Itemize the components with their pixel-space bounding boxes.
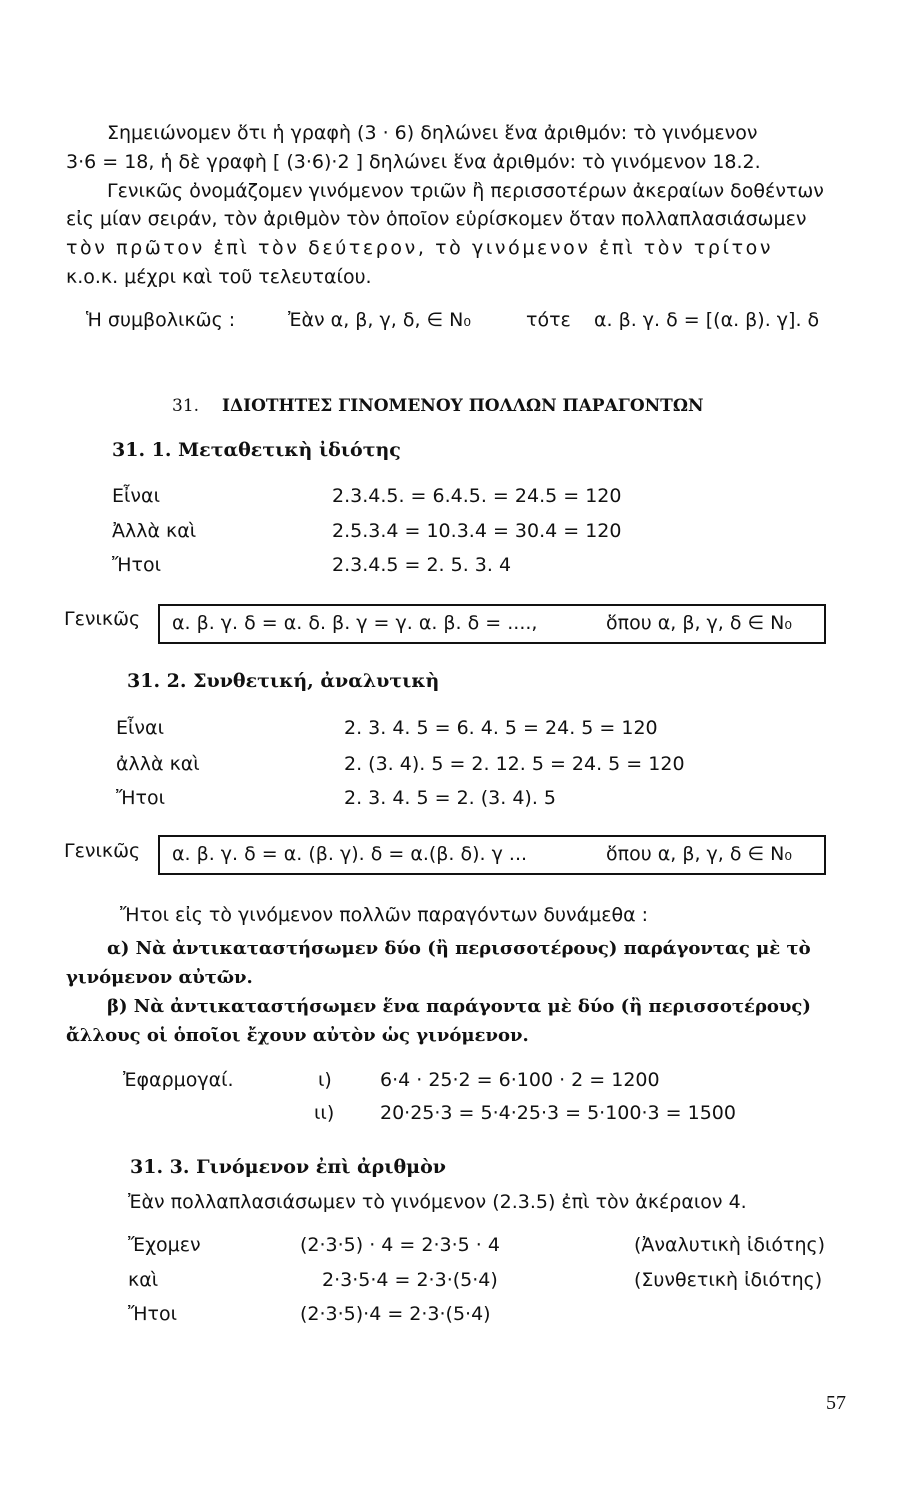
general-label: Γενικῶς [64, 608, 141, 630]
row-label: Ἤτοι [116, 787, 166, 809]
row-expression: 2. (3. 4). 5 = 2. 12. 5 = 24. 5 = 120 [344, 753, 685, 775]
intro-line-3: Γενικῶς ὀνομάζομεν γινόμενον τριῶν ἢ περισσοτέρων ἀκεραίων δοθέντων [107, 180, 824, 202]
row-label: Εἶναι [112, 485, 161, 507]
row-expression: 2.3.4.5 = 2. 5. 3. 4 [332, 554, 512, 576]
row-note: (Συνθετικὴ ἰδιότης) [634, 1269, 823, 1291]
row-expression: 2·3·5·4 = 2·3·(5·4) [322, 1269, 498, 1291]
formula-box [158, 604, 826, 644]
row-expression: (2·3·5) · 4 = 2·3·5 · 4 [300, 1234, 500, 1256]
row-label: Ἀλλὰ καὶ [112, 520, 197, 542]
row-expression: 2.5.3.4 = 10.3.4 = 30.4 = 120 [332, 520, 622, 542]
row-label: Εἶναι [116, 717, 165, 739]
general-label: Γενικῶς [64, 840, 141, 862]
consequence-a-line-1: α) Νὰ ἀντικαταστήσωμεν δύο (ἢ περισσοτέρους) παράγοντας μὲ τὸ [107, 938, 811, 959]
row-expression: 2. 3. 4. 5 = 6. 4. 5 = 24. 5 = 120 [344, 717, 658, 739]
consequence-b-line-1: β) Νὰ ἀντικαταστήσωμεν ἕνα παράγοντα μὲ δύο (ἢ περισσοτέρους) [107, 996, 811, 1017]
row-note: (Ἀναλυτικὴ ἰδιότης) [634, 1234, 826, 1256]
row-expression: 2.3.4.5. = 6.4.5. = 24.5 = 120 [332, 485, 622, 507]
symbolic-label: Ἡ συμβολικῶς : [86, 309, 236, 331]
application-i-expression: 6·4 · 25·2 = 6·100 · 2 = 1200 [380, 1069, 660, 1091]
box-formula: α. β. γ. δ = α. δ. β. γ = γ. α. β. δ = ...., [172, 612, 538, 634]
application-ii-expression: 20·25·3 = 5·4·25·3 = 5·100·3 = 1500 [380, 1102, 736, 1124]
row-expression: (2·3·5)·4 = 2·3·(5·4) [300, 1303, 491, 1325]
intro-line-5: τὸν πρῶτον ἐπὶ τὸν δεύτερον, τὸ γινόμενον ἐπὶ τὸν τρίτον [66, 237, 774, 259]
page-number: 57 [826, 1392, 846, 1414]
consequence-intro: Ἤτοι εἰς τὸ γινόμενον πολλῶν παραγόντων δυνάμεθα : [120, 904, 649, 926]
consequence-a-line-2: γινόμενον αὐτῶν. [66, 967, 253, 988]
formula-box [158, 835, 826, 875]
subsection-31-3-intro: Ἐὰν πολλαπλασιάσωμεν τὸ γινόμενον (2.3.5) ἐπὶ τὸν ἀκέραιον 4. [128, 1191, 747, 1213]
intro-line-2: 3·6 = 18, ἡ δὲ γραφὴ [ (3·6)·2 ] δηλώνει ἕνα ἀριθμόν: τὸ γινόμενον 18.2. [66, 151, 761, 173]
symbolic-formula: α. β. γ. δ = [(α. β). γ]. δ [594, 309, 820, 331]
application-ii-label: ιι) [314, 1102, 335, 1124]
box-condition: ὅπου α, β, γ, δ ∈ N₀ [606, 612, 792, 634]
subsection-heading-31-3: 31. 3. Γινόμενον ἐπὶ ἀριθμὸν [130, 1156, 446, 1178]
box-condition: ὅπου α, β, γ, δ ∈ N₀ [606, 843, 792, 865]
consequence-b-line-2: ἄλλους οἱ ὁποῖοι ἔχουν αὐτὸν ὡς γινόμενον. [66, 1025, 529, 1046]
section-title: ΙΔΙΟΤΗΤΕΣ ΓΙΝΟΜΕΝΟΥ ΠΟΛΛΩΝ ΠΑΡΑΓΟΝΤΩΝ [222, 396, 704, 416]
applications-label: Ἐφαρμογαί. [123, 1069, 234, 1091]
row-label: Ἔχομεν [128, 1234, 201, 1256]
row-label: καὶ [128, 1269, 159, 1291]
symbolic-if: Ἐὰν α, β, γ, δ, ∈ N₀ [288, 309, 471, 331]
symbolic-then: τότε [526, 309, 571, 331]
application-i-label: ι) [318, 1069, 332, 1091]
row-label: ἀλλὰ καὶ [116, 753, 200, 775]
row-label: Ἤτοι [128, 1303, 178, 1325]
subsection-heading-31-2: 31. 2. Συνθετική, ἀναλυτικὴ [127, 670, 440, 692]
intro-line-4: εἰς μίαν σειράν, τὸν ἀριθμὸν τὸν ὁποῖον εὑρίσκομεν ὅταν πολλαπλασιάσωμεν [66, 208, 807, 230]
box-formula: α. β. γ. δ = α. (β. γ). δ = α.(β. δ). γ ... [172, 843, 528, 865]
section-number: 31. [172, 396, 200, 416]
row-expression: 2. 3. 4. 5 = 2. (3. 4). 5 [344, 787, 557, 809]
subsection-heading-31-1: 31. 1. Μεταθετικὴ ἰδιότης [112, 439, 401, 461]
intro-line-1: Σημειώνομεν ὅτι ἡ γραφὴ (3 · 6) δηλώνει ἕνα ἀριθμόν: τὸ γινόμενον [107, 122, 758, 144]
row-label: Ἤτοι [112, 554, 162, 576]
intro-line-6: κ.ο.κ. μέχρι καὶ τοῦ τελευταίου. [66, 266, 372, 288]
